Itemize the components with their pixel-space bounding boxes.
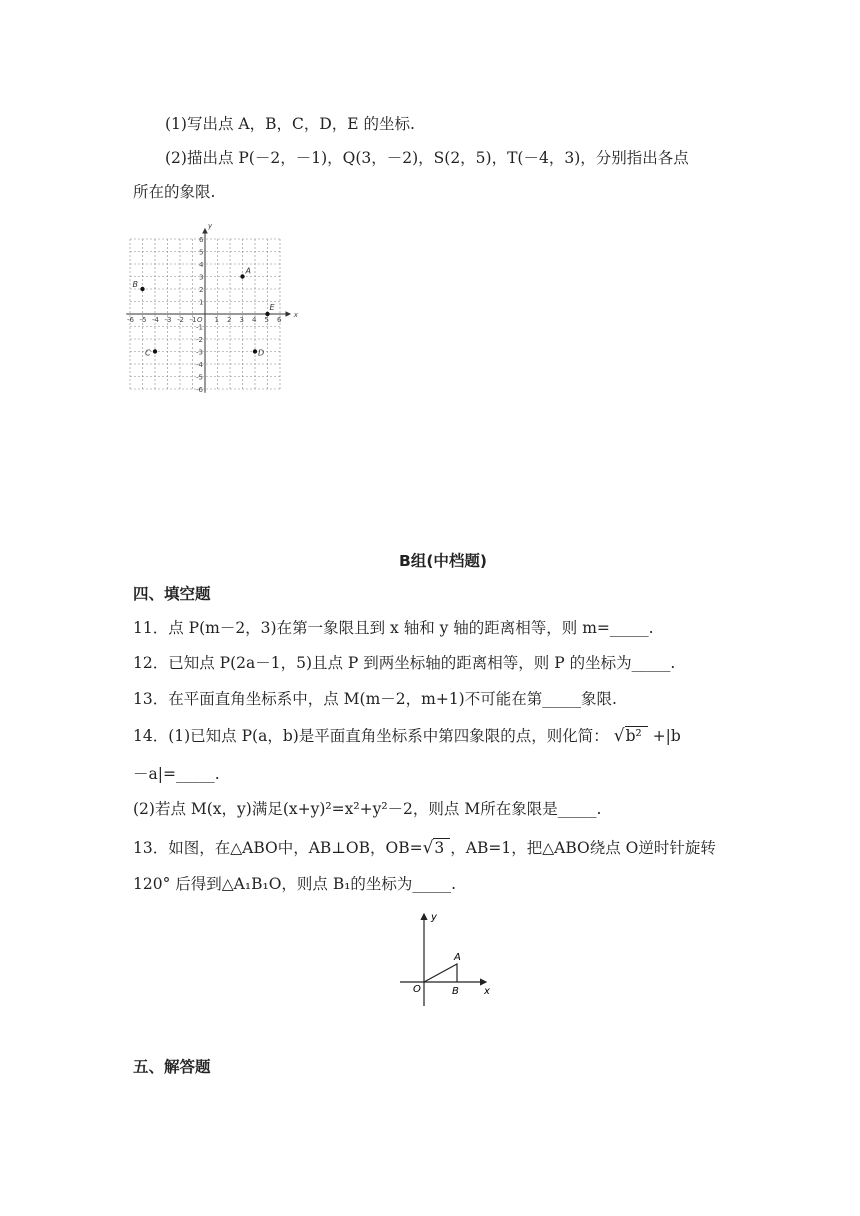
y-axis-label: y (431, 912, 437, 923)
question-13b-text-a: 13．如图，在△ABO中，AB⊥OB，OB= (133, 839, 423, 857)
question-2-line1: (2)描出点 P(－2，－1)，Q(3，－2)，S(2，5)，T(－4，3)，分别指出各点 (165, 149, 689, 167)
x-tick-label: 1 (214, 316, 219, 324)
point-e (265, 312, 269, 316)
question-14-text-a: 14．(1)已知点 P(a，b)是平面直角坐标系中第四象限的点，则化简： (133, 727, 609, 745)
y-tick-label: -1 (196, 323, 203, 332)
y-tick-label: -5 (196, 373, 203, 382)
point-d (253, 349, 257, 353)
question-1: (1)写出点 A，B，C，D，E 的坐标. (165, 115, 415, 133)
question-14-part2: (2)若点 M(x，y)满足(x+y)²=x²+y²－2，则点 M所在象限是_____. (133, 800, 602, 818)
x-axis-label: x (484, 986, 490, 997)
point-label-b: B (132, 280, 138, 289)
y-axis-arrow (203, 229, 207, 233)
point-b (140, 287, 144, 291)
triangle-figure (398, 908, 498, 1006)
sqrt-radicand: 3 (433, 838, 450, 857)
question-13a: 13．在平面直角坐标系中，点 M(m－2，m+1)不可能在第_____象限. (133, 690, 617, 708)
point-a (240, 274, 244, 278)
question-2-line2: 所在的象限. (133, 183, 216, 201)
grid-y-axis-label: y (208, 221, 213, 230)
vertex-a-label: A (454, 952, 461, 963)
answer-heading: 五、解答题 (133, 1058, 211, 1076)
y-tick-label: -6 (196, 386, 203, 394)
grid-origin-label: O (197, 316, 203, 324)
point-label-c: C (145, 348, 151, 358)
y-tick-label: 4 (199, 261, 204, 269)
question-12: 12．已知点 P(2a－1，5)且点 P 到两坐标轴的距离相等，则 P 的坐标为_____. (133, 654, 676, 672)
y-tick-label: 2 (199, 286, 204, 294)
x-tick-label: -5 (139, 316, 147, 324)
y-tick-label: 1 (199, 298, 204, 307)
question-14-text-b: +|b (652, 727, 681, 745)
sqrt-symbol: √ (422, 838, 434, 858)
y-tick-label: -2 (196, 336, 203, 344)
question-13b-line1 (133, 838, 716, 858)
x-tick-label: -3 (164, 316, 172, 324)
x-tick-label: -6 (127, 316, 134, 324)
x-tick-label: 3 (239, 316, 244, 324)
fill-in-heading: 四、填空题 (133, 585, 211, 603)
y-tick-label: -3 (196, 348, 203, 357)
question-13b-line2: 120° 后得到△A₁B₁O，则点 B₁的坐标为_____. (133, 875, 457, 893)
grid-x-axis-label: x (293, 311, 298, 319)
x-tick-label: 5 (264, 316, 269, 324)
x-tick-label: -4 (152, 316, 159, 324)
section-title: B组(中档题) (399, 552, 487, 570)
question-11: 11．点 P(m－2，3)在第一象限且到 x 轴和 y 轴的距离相等，则 m=_____. (133, 619, 654, 637)
origin-label: O (413, 984, 421, 995)
question-13b-text-b: ，AB=1，把△ABO绕点 O逆时针旋转 (450, 839, 716, 857)
question-14-line2: －a|=_____. (133, 765, 220, 783)
x-tick-label: 2 (227, 316, 232, 324)
y-tick-label: 5 (199, 248, 204, 257)
point-c (153, 349, 157, 353)
sqrt-symbol: √ (613, 726, 625, 746)
y-tick-label: 3 (199, 273, 204, 282)
point-label-e: E (269, 303, 275, 312)
point-label-d: D (258, 348, 265, 358)
x-tick-label: 6 (277, 316, 282, 324)
point-label-a: A (245, 266, 251, 276)
x-tick-label: 4 (252, 316, 257, 324)
y-tick-label: -4 (196, 361, 203, 369)
triangle-abo (424, 964, 457, 982)
question-14-line1 (133, 726, 681, 746)
x-tick-label: -1 (189, 316, 197, 324)
sqrt-radicand: b² (625, 726, 648, 745)
y-tick-label: 6 (199, 236, 204, 244)
coordinate-grid-figure (127, 214, 310, 394)
x-tick-label: -2 (177, 316, 184, 324)
vertex-b-label: B (452, 986, 459, 997)
x-axis-arrow (286, 312, 290, 316)
